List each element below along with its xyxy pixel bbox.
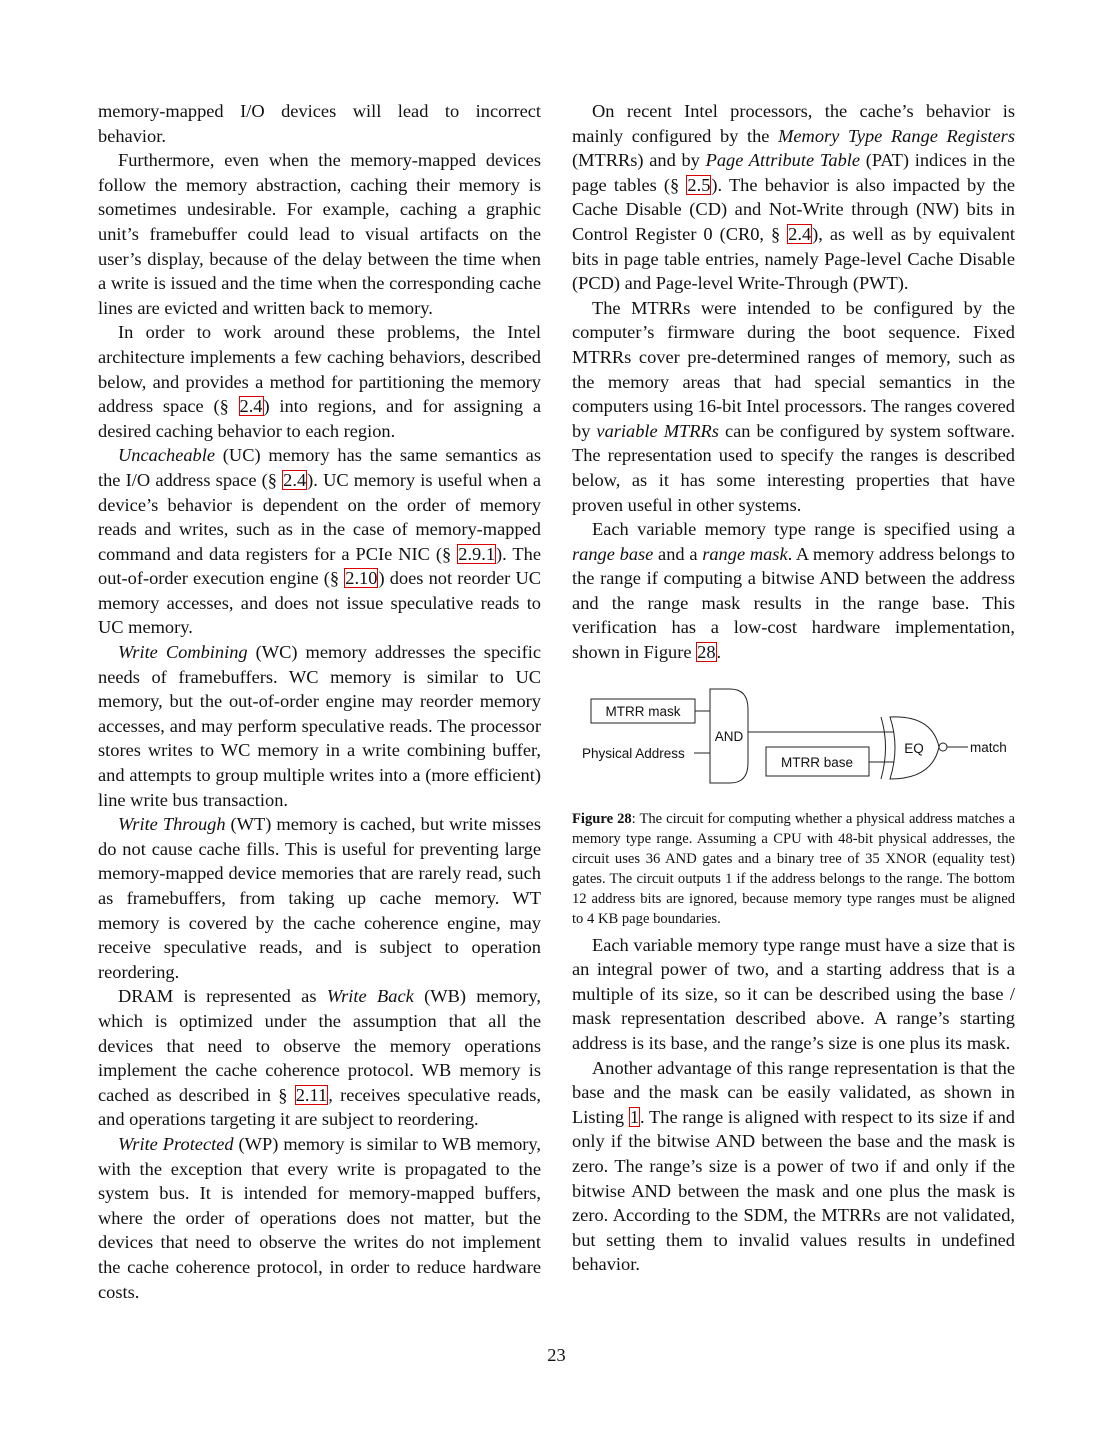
eq-gate-label: EQ bbox=[904, 740, 924, 756]
caption-label: Figure 28 bbox=[572, 810, 632, 827]
text: memory-mapped I/O devices will lead to incorrect behavior. bbox=[98, 101, 541, 146]
text: ). UC memory is useful when a device’s behavior is dependent on the order of memory reads and writes, such as in the case of memory-mapped command and data registers for a PCIe NIC (§ bbox=[98, 469, 541, 564]
figure-28-circuit bbox=[572, 687, 1015, 795]
xnor-input-arc bbox=[881, 717, 886, 779]
text: (WC) memory addresses the specific needs of framebuffers. WC memory is similar to UC memory, but the out-of-order engine may reorder memory accesses, and may perform speculative reads. The processor stores writes to WC memory in a write combining buffer, and attempts to group multiple writes into a (more efficient) line write bus transaction. bbox=[98, 642, 541, 810]
text: Each variable memory type range is specified using a bbox=[592, 519, 1015, 540]
paragraph-mtrr-firmware bbox=[572, 296, 1015, 517]
text: In order to work around these problems, the Intel architecture implements a few caching behaviors, described below, and provides a method for partitioning the memory address space (§ bbox=[98, 322, 541, 417]
inverter-bubble bbox=[939, 743, 947, 751]
text: Another advantage of this range representation is that the base and the mask can be easily validated, as shown in Listing bbox=[572, 1057, 1015, 1127]
page-number: 23 bbox=[547, 1345, 566, 1365]
physical-address-label: Physical Address bbox=[582, 745, 685, 761]
text: (WP) memory is similar to WB memory, with the exception that every write is propagated to the system bus. It is intended for memory-mapped buffers, where the order of operations does not matter, but the devices that need to observe the writes do not implement the cache coherence protocol, in order to reduce hardware costs. bbox=[98, 1133, 542, 1302]
term: Uncacheable bbox=[118, 445, 216, 466]
text: . The range is aligned with respect to its size if and only if the bitwise AND between the base and the mask is zero. The range’s size is a power of two if and only if the bitwise AND between the mask and one plus the mask is zero. According to the SDM, the MTRRs are not validated, but setting them to invalid values results in undefined behavior. bbox=[572, 1106, 1015, 1275]
text: and a bbox=[653, 543, 703, 564]
text: ). The behavior is also impacted by the Cache Disable (CD) and Not-Write through (NW) bits in Control Register 0 (CR0, § bbox=[572, 174, 1015, 244]
term: variable MTRRs bbox=[596, 420, 719, 441]
paragraph-write-protected bbox=[98, 1132, 541, 1304]
text: . bbox=[716, 642, 722, 663]
text: The MTRRs were intended to be configured by the computer’s firmware during the boot sequence. Fixed MTRRs cover pre-determined ranges of memory, such as the memory areas that had special semantics in the computers using 16-bit Intel processors. The ranges covered by bbox=[572, 297, 1015, 441]
text: (MTRRs) and by bbox=[572, 150, 706, 171]
text: ). The out-of-order execution engine (§ bbox=[98, 543, 541, 589]
text: DRAM is represented as bbox=[118, 986, 327, 1007]
paragraph-continuation bbox=[98, 99, 541, 148]
text: ) does not reorder UC memory accesses, and does not issue speculative reads to UC memory. bbox=[98, 568, 541, 638]
paragraph-uncacheable bbox=[98, 443, 541, 640]
caption-text: : The circuit for computing whether a physical address matches a memory type range. Assuming a CPU with 48-bit physical addresses, the circuit uses 36 AND gates and a binary tree of 35 XNOR (equality test) gates. The circuit outputs 1 if the address belongs to the range. The bottom 12 address bits are ignored, because memory type ranges must be aligned to 4 KB page boundaries. bbox=[572, 810, 1015, 927]
paragraph-validation bbox=[572, 1056, 1015, 1277]
term: range base bbox=[572, 543, 654, 564]
section-ref-link[interactable]: 2.5 bbox=[687, 174, 711, 195]
text: (UC) memory has the same semantics as the I/O address space (§ bbox=[98, 445, 541, 490]
term: Write Protected bbox=[118, 1133, 234, 1154]
section-ref-link[interactable]: 2.4 bbox=[788, 223, 812, 244]
paragraph-write-combining bbox=[98, 640, 541, 812]
text: (PAT) indices in the page tables (§ bbox=[572, 150, 1015, 195]
term: range mask bbox=[702, 543, 788, 564]
term: Page Attribute Table bbox=[705, 150, 861, 171]
section-ref-link[interactable]: 2.9.1 bbox=[458, 543, 496, 564]
section-ref-link[interactable]: 2.10 bbox=[345, 568, 378, 589]
term: Write Combining bbox=[118, 642, 248, 663]
term: Write Back bbox=[326, 986, 414, 1007]
figure-ref-link[interactable]: 28 bbox=[697, 642, 716, 663]
text: On recent Intel processors, the cache’s behavior is mainly configured by the bbox=[572, 101, 1015, 146]
term: Write Through bbox=[118, 814, 226, 835]
text: (WT) memory is cached, but write misses do not cause cache fills. This is useful for preventing large memory-mapped device memories that are rarely read, such as framebuffers, from taking up cache memory. WT memory is covered by the cache coherence engine, may receive speculative reads, and is subject to operation reordering. bbox=[98, 814, 541, 982]
right-column bbox=[572, 99, 1015, 1277]
text: , receives speculative reads, and operations targeting it are subject to reordering. bbox=[98, 1084, 541, 1130]
figure-caption bbox=[572, 809, 1015, 929]
section-ref-link[interactable]: 2.4 bbox=[239, 396, 263, 417]
match-output-label: match bbox=[970, 739, 1007, 755]
circuit-diagram bbox=[572, 687, 1015, 795]
text: ), as well as by equivalent bits in page table entries, namely Page-level Cache Disable (PCD) and Page-level Write-Through (PWT). bbox=[572, 223, 1015, 294]
paragraph-mtrr-intro bbox=[572, 99, 1015, 296]
mtrr-base-label: MTRR base bbox=[780, 754, 854, 770]
text: can be configured by system software. The representation used to specify the ranges is described below, as it has some interesting properties that have proven useful in other systems. bbox=[572, 420, 1016, 515]
mtrr-mask-label: MTRR mask bbox=[605, 703, 681, 719]
term: Memory Type Range Registers bbox=[778, 125, 1015, 146]
section-ref-link[interactable]: 2.11 bbox=[295, 1084, 328, 1105]
text: (WB) memory, which is optimized under the assumption that all the devices that need to observe the memory operations implement the cache coherence protocol. WB memory is cached as described in § bbox=[98, 986, 541, 1105]
left-column bbox=[98, 99, 541, 1304]
paragraph-write-through bbox=[98, 812, 541, 984]
listing-ref-link[interactable]: 1 bbox=[629, 1106, 640, 1127]
section-ref-link[interactable]: 2.4 bbox=[283, 469, 307, 490]
and-gate-label: AND bbox=[714, 728, 744, 744]
paragraph-range-size: Each variable memory type range must have a size that is an integral power of two, and a starting address that is a multiple of its size, so it can be described using the base / mask representation described above. A range’s starting address is its base, and the range’s size is one plus its mask. bbox=[572, 934, 1015, 1054]
text: ) into regions, and for assigning a desired caching behavior to each region. bbox=[98, 396, 542, 441]
paragraph-write-back bbox=[98, 984, 541, 1132]
paragraph-caching-behaviors bbox=[98, 320, 541, 443]
paragraph-range-base-mask bbox=[572, 517, 1015, 665]
paragraph-framebuffer: Furthermore, even when the memory-mapped devices follow the memory abstraction, caching their memory is sometimes undesirable. For example, caching a graphic unit’s framebuffer could lead to visual artifacts on the user’s display, because of the delay between the time when a write is issued and the time when the corresponding cache lines are evicted and written back to memory. bbox=[98, 150, 541, 318]
text: . A memory address belongs to the range if computing a bitwise AND between the address and the range mask results in the range base. This verification has a low-cost hardware implementation, shown in Figure bbox=[572, 543, 1015, 663]
